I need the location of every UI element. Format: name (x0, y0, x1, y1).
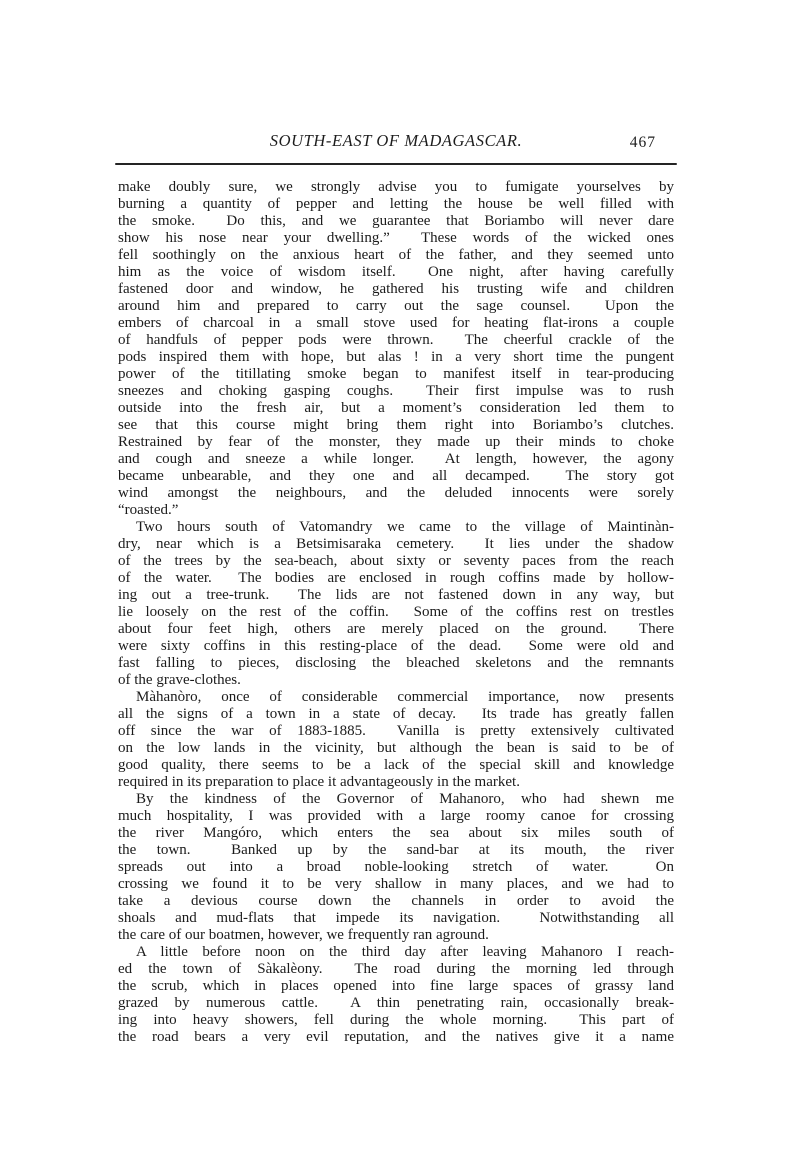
text-line: required in its preparation to place it advantageously in the market. (118, 774, 520, 790)
text-line: were sixty coffins in this resting-place of the dead. Some were old and (118, 638, 674, 654)
running-head (118, 131, 674, 155)
text-line: fast falling to pieces, disclosing the bleached skeletons and the remnants (118, 655, 674, 671)
text-line: sneezes and choking gasping coughs. Their first impulse was to rush (118, 383, 674, 399)
text-line: the care of our boatmen, however, we frequently ran aground. (118, 927, 489, 943)
paragraph (118, 519, 674, 689)
text-line: Restrained by fear of the monster, they made up their minds to choke (118, 434, 674, 450)
text-line: good quality, there seems to be a lack of the special skill and knowledge (118, 757, 674, 773)
text-line: outside into the fresh air, but a moment’s consideration led them to (118, 400, 674, 416)
text-line: crossing we found it to be very shallow in many places, and we had to (118, 876, 674, 892)
text-line: embers of charcoal in a small stove used for heating flat-irons a couple (118, 315, 674, 331)
text-line: take a devious course down the channels in order to avoid the (118, 893, 674, 909)
text-line: the smoke. Do this, and we guarantee that Boriambo will never dare (118, 213, 674, 229)
text-line: pods inspired them with hope, but alas ! in a very short time the pungent (118, 349, 674, 365)
text-line: the river Mangóro, which enters the sea about six miles south of (118, 825, 674, 841)
paragraph (118, 791, 674, 944)
text-line: and cough and sneeze a while longer. At length, however, the agony (118, 451, 674, 467)
text-line: the town. Banked up by the sand-bar at its mouth, the river (118, 842, 674, 858)
text-line: dry, near which is a Betsimisaraka cemetery. It lies under the shadow (118, 536, 674, 552)
text-line: around him and prepared to carry out the sage counsel. Upon the (118, 298, 674, 314)
text-line: much hospitality, I was provided with a large roomy canoe for crossing (118, 808, 674, 824)
text-line: Màhanòro, once of considerable commercial importance, now presents (136, 689, 674, 705)
text-line: on the low lands in the vicinity, but although the bean is said to be of (118, 740, 674, 756)
paragraph (118, 944, 674, 1046)
text-line: ed the town of Sàkalèony. The road during the morning led through (118, 961, 674, 977)
text-line: him as the voice of wisdom itself. One night, after having carefully (118, 264, 674, 280)
text-line: see that this course might bring them right into Boriambo’s clutches. (118, 417, 674, 433)
text-line: Two hours south of Vatomandry we came to the village of Maintinàn- (136, 519, 674, 535)
text-line: shoals and mud-flats that impede its navigation. Notwithstanding all (118, 910, 674, 926)
paragraph (118, 179, 674, 519)
text-line: power of the titillating smoke began to manifest itself in tear-producing (118, 366, 674, 382)
text-line: all the signs of a town in a state of decay. Its trade has greatly fallen (118, 706, 674, 722)
text-line: spreads out into a broad noble-looking stretch of water. On (118, 859, 674, 875)
text-line: of the water. The bodies are enclosed in rough coffins made by hollow- (118, 570, 674, 586)
text-line: became unbearable, and they one and all decamped. The story got (118, 468, 674, 484)
text-line: wind amongst the neighbours, and the deluded innocents were sorely (118, 485, 674, 501)
text-line: By the kindness of the Governor of Mahanoro, who had shewn me (136, 791, 674, 807)
text-line: ing into heavy showers, fell during the whole morning. This part of (118, 1012, 674, 1028)
text-line: off since the war of 1883-1885. Vanilla is pretty extensively cultivated (118, 723, 674, 739)
paragraph (118, 689, 674, 791)
text-line: grazed by numerous cattle. A thin penetrating rain, occasionally break- (118, 995, 674, 1011)
text-line: ing out a tree-trunk. The lids are not fastened down in any way, but (118, 587, 674, 603)
page-body (118, 179, 674, 1046)
text-line: about four feet high, others are merely placed on the ground. There (118, 621, 674, 637)
text-line: make doubly sure, we strongly advise you to fumigate yourselves by (118, 179, 674, 195)
text-line: burning a quantity of pepper and letting the house be well filled with (118, 196, 674, 212)
text-line: the scrub, which in places opened into fine large spaces of grassy land (118, 978, 674, 994)
text-line: of the grave-clothes. (118, 672, 241, 688)
text-line: the road bears a very evil reputation, and the natives give it a name (118, 1029, 674, 1045)
text-line: show his nose near your dwelling.” These words of the wicked ones (118, 230, 674, 246)
text-line: fell soothingly on the anxious heart of the father, and they seemed unto (118, 247, 674, 263)
text-line: fastened door and window, he gathered his trusting wife and children (118, 281, 674, 297)
text-line: of handfuls of pepper pods were thrown. The cheerful crackle of the (118, 332, 674, 348)
text-line: of the trees by the sea-beach, about sixty or seventy paces from the reach (118, 553, 674, 569)
header-rule (115, 163, 677, 165)
text-line: lie loosely on the rest of the coffin. Some of the coffins rest on trestles (118, 604, 674, 620)
text-line: A little before noon on the third day after leaving Mahanoro I reach- (136, 944, 674, 960)
page-number: 467 (629, 134, 656, 151)
text-line: “roasted.” (118, 502, 179, 518)
running-header-title: SOUTH-EAST OF MADAGASCAR. (269, 131, 523, 150)
